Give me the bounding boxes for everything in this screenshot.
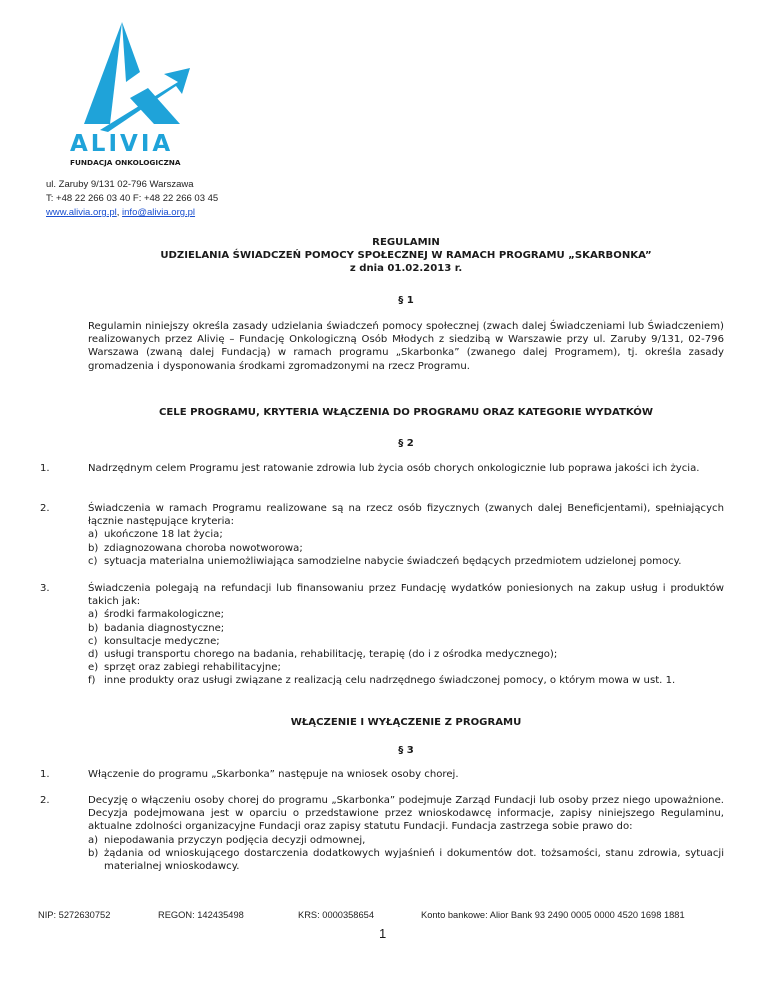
address: ul. Zaruby 9/131 02-796 Warszawa — [46, 179, 194, 190]
footer-regon: REGON: 142435498 — [158, 910, 244, 920]
footer-krs: KRS: 0000358654 — [298, 910, 374, 920]
list-item — [40, 502, 724, 568]
item-body — [88, 794, 724, 873]
footer-bank: Konto bankowe: Alior Bank 93 2490 0005 0000 4520 1698 1881 — [421, 910, 685, 920]
document-title — [88, 236, 724, 276]
sub-letter: b) — [88, 622, 99, 634]
item-text: Nadrzędnym celem Programu jest ratowanie zdrowia lub życia osób chorych onkologicznie lub poprawa jakości ich życia. — [88, 463, 700, 474]
sub-item — [88, 528, 724, 541]
sub-letter: c) — [88, 555, 98, 567]
list-item — [40, 582, 724, 688]
paragraph-2-heading: § 2 — [398, 438, 414, 449]
sub-text: inne produkty oraz usługi związane z realizacją celu nadrzędnego świadczonej pomocy, o którym mowa w ust. 1. — [104, 675, 676, 687]
item-text: Świadczenia w ramach Programu realizowane są na rzecz osób fizycznych (zwanych dalej Beneficjentami), spełniających łącznie następujące kryteria: — [88, 503, 724, 528]
item-number: 1. — [40, 769, 50, 780]
sub-letter: f) — [88, 675, 96, 687]
item-text: Świadczenia polegają na refundacji lub finansowaniu przez Fundację wydatków poniesionych na zakup usług i produktów takich jak: — [88, 583, 724, 608]
sub-item — [88, 834, 724, 847]
alivia-logo — [60, 20, 200, 170]
sub-text: zdiagnozowana choroba nowotworowa; — [104, 542, 303, 554]
footer-nip: NIP: 5272630752 — [38, 910, 111, 920]
web-contacts — [46, 206, 346, 220]
sub-item — [88, 555, 724, 568]
item-number: 3. — [40, 583, 50, 594]
section-heading-inclusion: WŁĄCZENIE I WYŁĄCZENIE Z PROGRAMU — [290, 717, 522, 728]
sub-letter: c) — [88, 635, 98, 647]
logo-subtext: FUNDACJA ONKOLOGICZNA — [70, 158, 181, 167]
item-body — [88, 502, 724, 568]
email-link[interactable]: info@alivia.org.pl — [122, 207, 196, 218]
sub-letter: b) — [88, 542, 99, 554]
item-number: 2. — [40, 795, 50, 806]
sub-text: środki farmakologiczne; — [104, 609, 225, 621]
website-link[interactable]: www.alivia.org.pl — [46, 207, 117, 218]
list-item — [40, 794, 724, 873]
sub-item — [88, 674, 724, 687]
sub-text: sytuacja materialna uniemożliwiająca samodzielne nabycie świadczeń będących przedmiotem udzielonej pomocy. — [104, 555, 682, 567]
sub-item — [88, 847, 724, 873]
sub-text: niepodawania przyczyn podjęcia decyzji odmownej, — [104, 834, 366, 846]
sub-letter: b) — [88, 847, 99, 859]
sub-text: ukończone 18 lat życia; — [104, 529, 223, 541]
item-number: 2. — [40, 503, 50, 514]
sub-item — [88, 608, 724, 621]
title-line2: UDZIELANIA ŚWIADCZEŃ POMOCY SPOŁECZNEJ W RAMACH PROGRAMU „SKARBONKA” — [160, 250, 652, 262]
logo-text: ALIVIA — [70, 131, 174, 157]
sub-letter: a) — [88, 529, 99, 541]
sub-letter: a) — [88, 834, 99, 846]
sub-text: konsultacje medyczne; — [104, 635, 220, 647]
sub-item — [88, 661, 724, 674]
sub-letter: e) — [88, 662, 99, 674]
item-body — [88, 582, 724, 688]
sub-letter: d) — [88, 649, 99, 661]
sub-letter: a) — [88, 609, 99, 621]
paragraph-3-heading: § 3 — [398, 745, 414, 756]
sub-item — [88, 542, 724, 555]
title-line1: REGULAMIN — [372, 237, 440, 248]
paragraph-1-text: Regulamin niniejszy określa zasady udzielania świadczeń pomocy społecznej (zwach dalej Świadczeniami lub Świadczeniem) realizowanych przez Alivię – Fundację Onkologiczną Osób Młodych z siedzibą w Warszawie przy ul. Zaruby 9/131, 02-796 Warszawa (zwaną dalej Fundacją) w ramach programu „Skarbonka” (zwanego dalej Programem), tj. określa zasady gromadzenia i dysponowania środkami zgromadzonymi na rzecz Programu. — [88, 321, 724, 372]
sub-item — [88, 648, 724, 661]
phone-fax: T: +48 22 266 03 40 F: +48 22 266 03 45 — [46, 193, 219, 204]
sub-item — [88, 622, 724, 635]
sub-item — [88, 635, 724, 648]
alivia-logo-mark — [60, 20, 200, 170]
paragraph-1-heading: § 1 — [398, 295, 414, 306]
sub-text: usługi transportu chorego na badania, rehabilitację, terapię (do i z ośrodka medycznego); — [104, 649, 558, 661]
sub-text: badania diagnostyczne; — [104, 622, 225, 634]
contact-block — [46, 178, 346, 220]
item-text: Włączenie do programu „Skarbonka” następuje na wniosek osoby chorej. — [88, 769, 459, 780]
item-number: 1. — [40, 463, 50, 474]
item-text: Decyzję o włączeniu osoby chorej do programu „Skarbonka” podejmuje Zarząd Fundacji lub osoby przez niego upoważnione. Decyzja podejmowana jest w oparciu o przedstawione przez wnioskodawcę informacje, zapisy niniejszego Regulaminu, aktualne zdolności organizacyjne Fundacji oraz zapisy statutu Fundacji. Fundacja zastrzega sobie prawo do: — [88, 795, 724, 833]
sub-text: żądania od wnioskującego dostarczenia dodatkowych wyjaśnień i dokumentów dot. tożsamości, stanu zdrowia, sytuacji materialnej wnioskodawcy. — [104, 847, 724, 873]
sub-text: sprzęt oraz zabiegi rehabilitacyjne; — [104, 662, 281, 674]
list-item — [40, 462, 724, 475]
title-line3: z dnia 01.02.2013 r. — [349, 263, 463, 275]
section-heading-goals: CELE PROGRAMU, KRYTERIA WŁĄCZENIA DO PROGRAMU ORAZ KATEGORIE WYDATKÓW — [158, 407, 653, 418]
page-number: 1 — [379, 926, 387, 941]
link-separator: , — [116, 207, 123, 218]
list-item — [40, 768, 724, 781]
